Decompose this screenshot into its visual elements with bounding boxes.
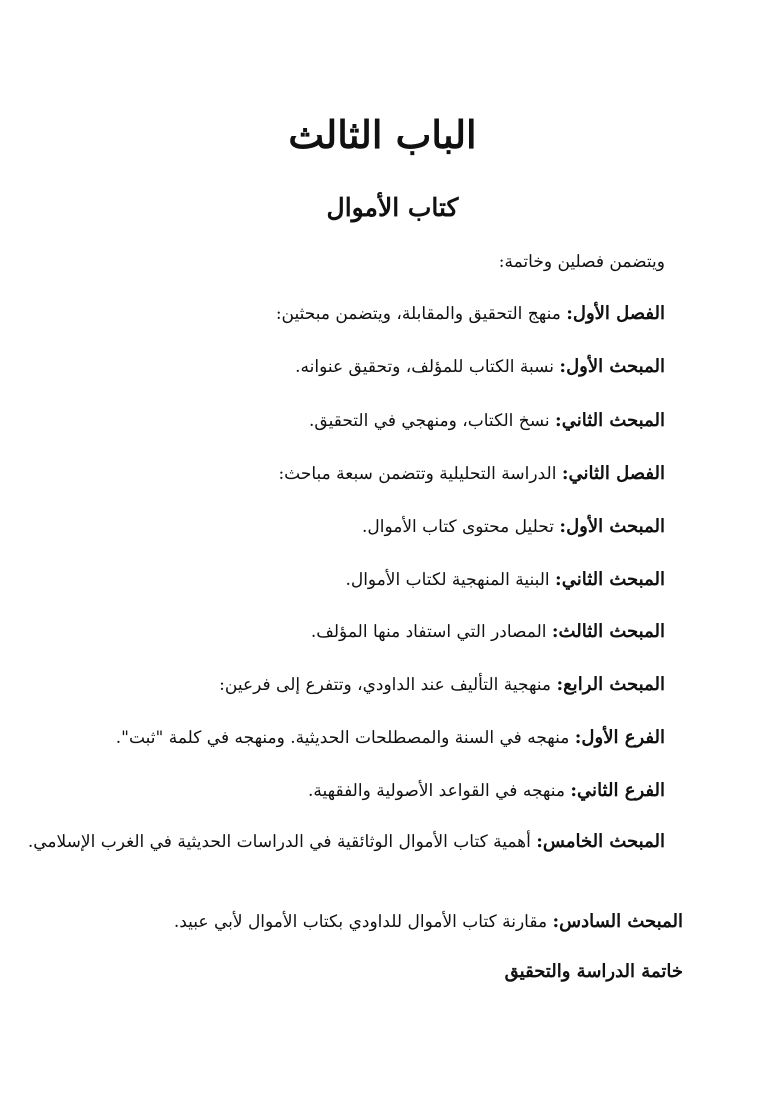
item-label: المبحث الخامس: xyxy=(536,831,665,852)
item-label: المبحث الأول: xyxy=(559,516,665,537)
list-item xyxy=(62,460,665,488)
item-label: الفرع الثاني: xyxy=(570,780,665,801)
list-item xyxy=(62,407,665,435)
list-item xyxy=(62,353,665,381)
item-label: الفصل الأول: xyxy=(566,303,665,324)
item-label: المبحث الثاني: xyxy=(555,569,665,590)
part-title: الباب الثالث xyxy=(288,112,477,157)
item-label: المبحث الثالث: xyxy=(551,621,665,642)
item-text: منهجية التأليف عند الداودي، وتتفرع إلى فرعين: xyxy=(219,675,557,695)
list-item xyxy=(62,777,665,805)
item-label: المبحث السادس: xyxy=(552,911,683,932)
list-item xyxy=(62,513,665,541)
item-label: الفصل الثاني: xyxy=(561,463,665,484)
intro-line: ويتضمن فصلين وخاتمة: xyxy=(498,252,665,272)
list-item xyxy=(62,618,665,646)
item-text: أهمية كتاب الأموال الوثائقية في الدراسات الحديثية في الغرب الإسلامي. xyxy=(27,832,537,852)
list-item xyxy=(62,724,665,752)
closing-line: خاتمة الدراسة والتحقيق xyxy=(504,961,683,982)
item-text: تحليل محتوى كتاب الأموال. xyxy=(361,517,560,537)
item-text: منهجه في السنة والمصطلحات الحديثية. ومنهجه في كلمة "ثبت". xyxy=(115,728,575,748)
item-text: مقارنة كتاب الأموال للداودي بكتاب الأموال لأبي عبيد. xyxy=(173,912,553,932)
list-item xyxy=(62,566,665,594)
list-item xyxy=(62,671,665,699)
item-label: المبحث الرابع: xyxy=(556,674,665,695)
item-text: نسخ الكتاب، ومنهجي في التحقيق. xyxy=(309,411,556,431)
item-text: البنية المنهجية لكتاب الأموال. xyxy=(345,570,556,590)
item-text: المصادر التي استفاد منها المؤلف. xyxy=(310,622,552,642)
list-item xyxy=(26,828,665,856)
item-label: الفرع الأول: xyxy=(574,727,665,748)
book-title: كتاب الأموال xyxy=(326,193,459,222)
item-text: منهج التحقيق والمقابلة، ويتضمن مبحثين: xyxy=(275,304,567,324)
item-text: الدراسة التحليلية وتتضمن سبعة مباحث: xyxy=(278,464,562,484)
item-text: منهجه في القواعد الأصولية والفقهية. xyxy=(308,781,571,801)
list-item xyxy=(62,300,665,328)
list-item xyxy=(62,908,683,936)
item-label: المبحث الأول: xyxy=(559,356,665,377)
item-label: المبحث الثاني: xyxy=(555,410,665,431)
item-text: نسبة الكتاب للمؤلف، وتحقيق عنوانه. xyxy=(295,357,560,377)
